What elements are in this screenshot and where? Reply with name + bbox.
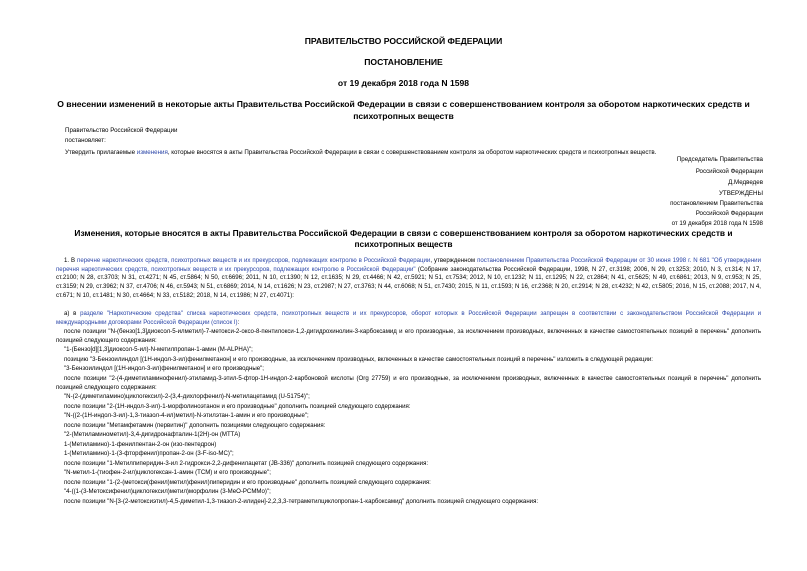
text-line: "N-((2-(1Н-индол-3-ил)-1,3-тиазол-4-ил)метил)-N-этилэтан-1-амин и его производные"; (64, 412, 309, 419)
paragraph-2-pre: а) в (64, 310, 81, 317)
text-line: после позиции "2-(1Н-индол-3-ил)-1-морфолиноэтанон и его производные" дополнить позицией следующего содержания: (64, 403, 411, 410)
text-line: "4-((1-(3-Метоксифенил)циклогексил)метил)морфолин (3-MeO-PCMMo)"; (64, 488, 271, 495)
text-line: 1-(Метиламино)-1-фенилпентан-2-он (изо-пентедрон) (64, 441, 217, 448)
signature-position: Председатель Правительства (676, 156, 763, 163)
text-line: "N-(2-(диметиламино)циклогексил)-2-(3,4-дихлорфенил)-N-метилацетамид (U-51754)"; (64, 393, 310, 400)
text-line: после позиции "1-(2-(метокси(фенил)метил)фенил)пиперидин и его производные" дополнить позицией следующего содержания: (64, 479, 431, 486)
text-line: после позиции "N-[3-(2-метоксиэтил)-4,5-диметил-1,3-тиазол-2-илиден]-2,2,3,3-тетраметилциклопропан-1-карбоксамид" дополнить позицией следующего содержания: (64, 498, 539, 505)
text-line: "N-метил-1-(тиофен-2-ил)циклогексан-1-амин (ТСМ) и его производные"; (64, 469, 271, 476)
text-line: после позиции "2-(4-диметиламинофенил)-этиламид-3-этил-5-фтор-1Н-индол-2-карбоновой кислоты (Org 27759) и его производные, за исключением производных, включенных в качестве самостоятельных позиций в перечень" дополнить позицией следующего содержания: (56, 375, 761, 391)
text-line: "1-(Бензо[d][1,3]диоксол-5-ил)-N-метилпропан-1-амин (M-ALPHA)"; (64, 346, 253, 353)
intro-line-3 (65, 149, 656, 158)
text-line: 1-(Метиламино)-1-(3-фторфенил)пропан-2-он (3-F-iso-MC)"; (64, 450, 234, 457)
signature-name: Д.Медведев (728, 179, 763, 186)
changes-title-line-2: психотропных веществ (354, 239, 453, 249)
document-type: ПОСТАНОВЛЕНИЕ (364, 57, 443, 67)
paragraph-1-pre: 1. В (64, 257, 78, 264)
document-title (0, 98, 807, 122)
document-title-line-1: О внесении изменений в некоторые акты Правительства Российской Федерации в связи с совершенствованием контроля за оборотом наркотических средств и (57, 99, 750, 109)
list-link[interactable]: перечне наркотических средств, психотропных веществ и их прекурсоров, подлежащих контролю в Российской Федерации (77, 257, 431, 264)
approval-stamp: УТВЕРЖДЕНЫ (719, 190, 763, 197)
approval-by: постановлением Правительства (670, 200, 763, 207)
paragraph-1-mid: , утвержденном (430, 257, 478, 264)
intro-line-1: Правительство Российской Федерации (65, 127, 178, 134)
text-line: "2-(Метиламинометил)-3,4-дигидронафталин-1(2Н)-он (МТТА) (64, 431, 241, 438)
text-line: "3-Бензоилиндол [(1Н-индол-3-ил)фенилметанон] и его производные"; (64, 365, 264, 372)
document-title-line-2: психотропных веществ (353, 111, 454, 121)
approval-org: Российской Федерации (695, 210, 763, 217)
paragraph-1-post: (Собрание законодательства Российской Федерации, 1998, N 27, ст.3198; 2006, N 29, ст.3253; 2010, N 3, ст.314; N 17, ст.2100; N 28, ст.3703; N 31, ст.4271; N 45, ст.5864; N 50, ст.6696; 2011, N 10, ст.1390; N 12, ст.1635; N 29, ст.4466; N 42, ст.5921; N 51, ст.7534; 2012, N 10, ст.1232; N 11, ст.1295; N 22, ст.2864; N 41, ст.5625; N 49, ст.6861; 2013, N 9, ст.953; N 25, ст.3159; N 29, ст.3962; N 37, ст.4706; N 46, ст.5943; N 51, ст.6869; 2014, N 14, ст.1626; N 23, ст.2987; N 27, ст.3763; N 44, ст.6068; N 51, ст.7430; 2015, N 11, ст.1593; N 16, ст.2368; N 20, ст.2914; N 28, ст.4232; N 42, ст.5805; 2016, N 15, ст.2088; 2017, N 4, ст.671; N 10, ст.1481; N 30, ст.4664; N 33, ст.5182; 2018, N 14, ст.1986; N 27, ст.4071): (56, 265, 761, 299)
intro-text-post: , которые вносятся в акты Правительства Российской Федерации в связи с совершенствованием контроля за оборотом наркотических средств и психотропных веществ. (167, 149, 657, 156)
document-date-number: от 19 декабря 2018 года N 1598 (337, 78, 470, 88)
text-line: позицию "3-Бензоилиндол [(1Н-индол-3-ил)фенилметанон] и его производные, за исключением производных, включенных в качестве самостоятельных позиций в перечень" изложить в следующей редакции: (64, 356, 653, 363)
resolution-link[interactable]: постановлением Правительства Российской Федерации от 30 июня 1998 г. N 681 "Об утверждении перечня наркотических средств, психотропных веществ и их прекурсоров, подлежащих контролю в Российской Федерации" (56, 257, 761, 273)
changes-title (0, 228, 807, 250)
government-heading: ПРАВИТЕЛЬСТВО РОССИЙСКОЙ ФЕДЕРАЦИИ (304, 36, 503, 46)
paragraph-2 (56, 310, 761, 327)
paragraph-2-post: : (237, 318, 240, 326)
text-line: после позиции "1-Метилпиперидин-3-ил 2-гидрокси-2,2-дифенилацетат (JB-336)" дополнить позицией следующего содержания: (64, 460, 429, 467)
changes-title-line-1: Изменения, которые вносятся в акты Правительства Российской Федерации в связи с совершенствованием контроля за оборотом наркотических средств и (74, 228, 733, 238)
text-line: после позиции "N-(бензо[1,3]диоксол-5-илметил)-7-метокси-2-оксо-8-пентилокси-1,2-дигидрохинолин-3-карбоксамид и его производные, за исключением производных, включенных в качестве самостоятельных позиций в перечень" дополнить позицией следующего содержания: (56, 328, 761, 344)
intro-text-pre: Утвердить прилагаемые (65, 149, 137, 156)
intro-line-2: постановляет: (65, 137, 106, 144)
signature-org: Российской Федерации (695, 168, 763, 175)
text-line: после позиции "Метамфетамин (первитин)" дополнить позициями следующего содержания: (64, 422, 326, 429)
changes-link[interactable]: изменения (136, 149, 168, 156)
section-link[interactable]: разделе "Наркотические средства" списка наркотических средств, психотропных веществ и их прекурсоров, оборот которых в Российской Федерации запрещен в соответствии с законодательством Российской Федерации и международными договорами Российской Федерации (список I) (56, 310, 762, 326)
approval-date: от 19 декабря 2018 года N 1598 (671, 220, 763, 227)
paragraph-1 (56, 257, 761, 301)
